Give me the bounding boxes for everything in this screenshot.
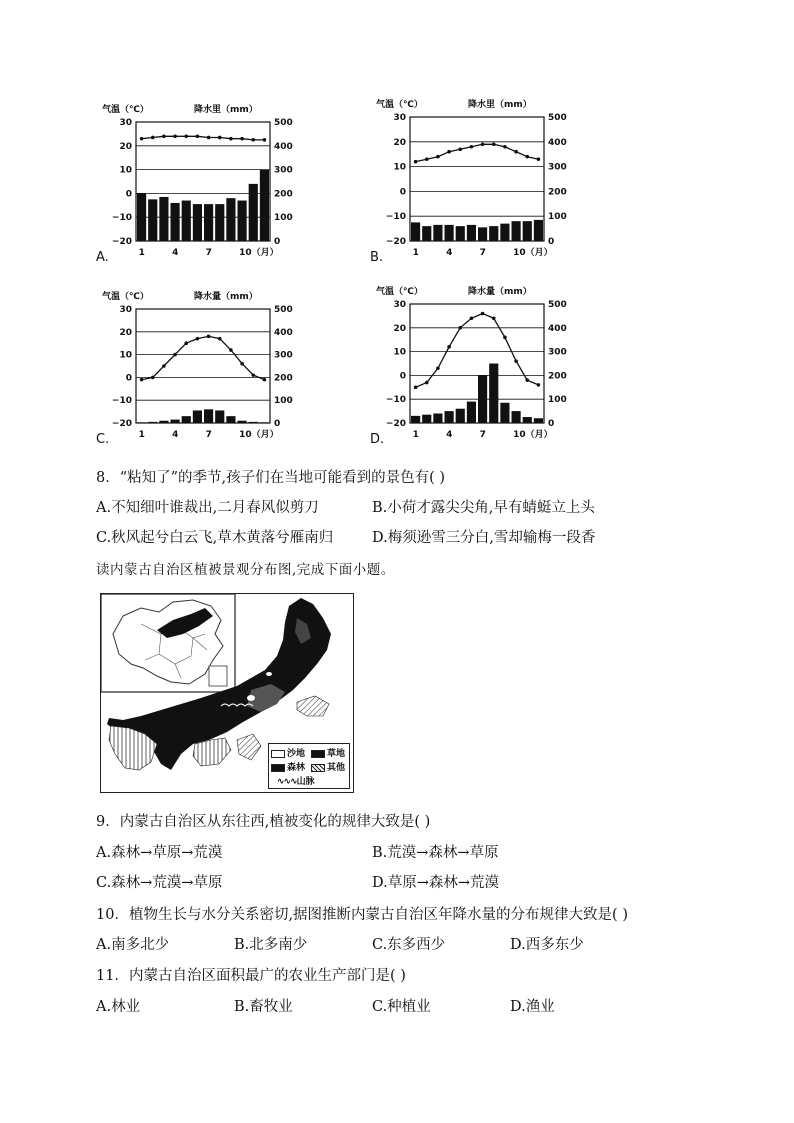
chart-a-precip-bar	[182, 201, 191, 241]
chart-a-left-tick: −10	[111, 213, 132, 224]
chart-b-precip-bar	[456, 226, 465, 241]
chart-b-option-letter: B.	[370, 250, 384, 265]
chart-c-right-tick: 0	[274, 419, 281, 429]
chart-c-right-tick: 300	[274, 350, 293, 361]
chart-c-right-tick: 100	[274, 396, 293, 407]
chart-c-temp-point	[263, 378, 267, 382]
chart-a-precip-bar	[226, 198, 235, 241]
q10-option-b: B.北多南少	[234, 937, 308, 953]
chart-b-left-tick: 20	[393, 137, 406, 148]
chart-d-left-tick: −10	[385, 395, 406, 406]
chart-a-precip-bar	[215, 204, 224, 241]
climate-chart-c-svg	[96, 287, 336, 457]
chart-d-temp-point	[436, 366, 440, 370]
chart-a-temp-point	[229, 137, 233, 141]
chart-a-precip-bar	[171, 203, 180, 241]
chart-d-precip-bar	[467, 402, 476, 423]
chart-c-precip-bar	[215, 410, 224, 423]
chart-d-temp-point	[503, 336, 507, 340]
climate-chart-b	[370, 95, 610, 275]
chart-b-precip-bar	[489, 226, 498, 241]
chart-c-left-tick: 20	[119, 327, 132, 338]
chart-a-x-tick: 1	[138, 248, 145, 258]
chart-a-right-tick: 200	[274, 189, 293, 200]
chart-b-left-tick: 10	[393, 162, 406, 173]
chart-b-temp-point	[458, 147, 462, 151]
chart-b-temp-point	[537, 157, 541, 161]
chart-a-temp-point	[251, 138, 255, 142]
chart-a-temp-point	[240, 137, 244, 141]
chart-c-left-tick: 10	[119, 350, 132, 361]
chart-b-precip-bar	[411, 222, 420, 241]
q9-option-b: B.荒漠→森林→草原	[372, 845, 499, 861]
chart-c-precip-bar	[249, 422, 258, 423]
chart-d-left-tick: 0	[399, 371, 406, 382]
chart-b-ylabel-left: 气温（℃）	[376, 100, 423, 110]
chart-c-frame	[136, 309, 270, 423]
q11-option-d: D.渔业	[510, 999, 555, 1015]
chart-a-right-tick: 0	[274, 237, 281, 247]
chart-b-left-tick: −10	[385, 212, 406, 223]
chart-b-precip-bar	[445, 225, 454, 241]
q8-option-b: B.小荷才露尖尖角,早有蜻蜓立上头	[372, 500, 595, 516]
chart-b-right-tick: 0	[548, 237, 555, 247]
chart-c-precip-bar	[159, 421, 168, 423]
chart-b-precip-bar	[534, 220, 543, 241]
chart-d-temp-point	[514, 359, 518, 363]
chart-c-temp-point	[196, 337, 200, 341]
chart-b-right-tick: 400	[548, 137, 567, 148]
q9-option-d: D.草原→森林→荒漠	[372, 875, 500, 891]
chart-d-x-tick: 1	[412, 430, 419, 440]
chart-a-temp-point	[207, 136, 211, 140]
chart-c-temp-point	[240, 362, 244, 366]
south-sea-inset	[209, 666, 227, 686]
chart-a-temp-point	[196, 134, 200, 138]
chart-c-ylabel-left: 气温（℃）	[102, 292, 149, 302]
chart-b-left-tick: 0	[399, 187, 406, 198]
chart-c-left-tick: 0	[125, 373, 132, 384]
climate-chart-d-svg	[370, 282, 610, 457]
chart-a-precip-bar	[137, 193, 146, 241]
chart-d-temp-point	[537, 383, 541, 387]
chart-c-precip-bar	[226, 416, 235, 423]
chart-b-temp-point	[470, 145, 474, 149]
chart-a-ylabel-right: 降水里（mm）	[194, 105, 258, 115]
chart-b-x-tick: 1	[412, 248, 419, 258]
chart-a-temp-point	[173, 134, 177, 138]
climate-chart-c	[96, 287, 336, 457]
chart-a-temp-point	[184, 134, 188, 138]
chart-d-left-tick: 10	[393, 347, 406, 358]
chart-c-option-letter: C.	[96, 432, 110, 447]
q11-option-b: B.畜牧业	[234, 999, 293, 1015]
climate-chart-a	[96, 100, 336, 275]
chart-c-temp-point	[140, 378, 144, 382]
chart-d-precip-bar	[456, 409, 465, 423]
chart-a-precip-bar	[238, 201, 247, 241]
climate-chart-a-svg	[96, 100, 336, 275]
q8-option-d: D.梅须逊雪三分白,雪却输梅一段香	[372, 530, 596, 546]
chart-c-temp-point	[173, 353, 177, 357]
chart-d-precip-bar	[500, 403, 509, 423]
chart-d-left-tick: 20	[393, 323, 406, 334]
chart-d-ylabel-right: 降水量（mm）	[468, 287, 532, 297]
climate-chart-d	[370, 282, 610, 457]
legend-forest: 森林	[271, 760, 305, 773]
chart-b-right-tick: 300	[548, 162, 567, 173]
chart-d-temp-point	[492, 316, 496, 320]
chart-b-temp-point	[481, 142, 485, 146]
chart-b-ylabel-right: 降水里（mm）	[468, 100, 532, 110]
chart-b-x-tick: 10（月）	[513, 248, 553, 258]
chart-b-x-tick: 4	[446, 248, 453, 258]
chart-c-temp-point	[218, 337, 222, 341]
chart-a-left-tick: 30	[119, 118, 132, 128]
chart-d-temp-point	[447, 345, 451, 349]
chart-d-right-tick: 300	[548, 347, 567, 358]
chart-d-precip-bar	[478, 375, 487, 423]
chart-a-precip-bar	[260, 170, 269, 241]
legend-sand: 沙地	[271, 746, 305, 759]
q8-option-a: A.不知细叶谁裁出,二月春风似剪刀	[96, 500, 319, 516]
chart-c-precip-bar	[204, 409, 213, 423]
chart-c-temp-point	[162, 364, 166, 368]
chart-d-right-tick: 200	[548, 371, 567, 382]
chart-a-precip-bar	[159, 197, 168, 241]
chart-d-temp-point	[414, 386, 418, 390]
chart-a-temp-point	[151, 136, 155, 140]
chart-a-temp-point	[162, 134, 166, 138]
chart-b-precip-bar	[478, 227, 487, 241]
chart-c-precip-bar	[193, 410, 202, 423]
chart-d-x-tick: 4	[446, 430, 453, 440]
chart-b-right-tick: 200	[548, 187, 567, 198]
chart-b-temp-point	[425, 157, 429, 161]
chart-a-x-tick: 10（月）	[239, 248, 279, 258]
vegetation-map	[100, 593, 354, 793]
chart-c-x-tick: 1	[138, 430, 145, 440]
chart-c-precip-bar	[260, 422, 269, 423]
chart-c-right-tick: 400	[274, 327, 293, 338]
chart-c-x-tick: 7	[205, 430, 212, 440]
chart-d-right-tick: 400	[548, 323, 567, 334]
q10-option-c: C.东多西少	[372, 937, 446, 953]
chart-c-x-tick: 10（月）	[239, 430, 279, 440]
chart-d-x-tick: 10（月）	[513, 430, 553, 440]
chart-d-precip-bar	[489, 364, 498, 424]
chart-b-precip-bar	[523, 221, 532, 241]
chart-d-left-tick: −20	[385, 419, 406, 429]
chart-d-temp-point	[525, 378, 529, 382]
chart-d-temp-point	[425, 381, 429, 385]
chart-b-x-tick: 7	[479, 248, 486, 258]
chart-c-x-tick: 4	[172, 430, 179, 440]
chart-d-precip-bar	[433, 413, 442, 423]
question-9: 9．内蒙古自治区从东往西,植被变化的规律大致是( )	[96, 814, 431, 830]
chart-a-left-tick: 0	[125, 189, 132, 200]
legend-other: 其他	[311, 760, 345, 773]
chart-d-precip-bar	[422, 415, 431, 423]
chart-b-temp-point	[414, 160, 418, 164]
chart-c-precip-bar	[171, 420, 180, 423]
chart-a-option-letter: A.	[96, 250, 109, 265]
chart-c-temp-point	[229, 348, 233, 352]
chart-d-x-tick: 7	[479, 430, 486, 440]
chart-b-temp-point	[503, 145, 507, 149]
chart-a-temp-point	[140, 137, 144, 141]
chart-b-temp-point	[492, 142, 496, 146]
chart-d-right-tick: 100	[548, 395, 567, 406]
chart-d-option-letter: D.	[370, 432, 385, 447]
chart-b-precip-bar	[500, 224, 509, 241]
chart-a-temp-point	[218, 136, 222, 140]
chart-c-precip-bar	[148, 422, 157, 423]
chart-c-precip-bar	[238, 421, 247, 423]
question-10: 10．植物生长与水分关系密切,据图推断内蒙古自治区年降水量的分布规律大致是( )	[96, 907, 628, 923]
question-11: 11．内蒙古自治区面积最广的农业生产部门是( )	[96, 968, 406, 984]
climate-chart-b-svg	[370, 95, 610, 275]
chart-d-ylabel-left: 气温（℃）	[376, 287, 423, 297]
chart-c-right-tick: 500	[274, 305, 293, 315]
chart-d-right-tick: 0	[548, 419, 555, 429]
q11-option-c: C.种植业	[372, 999, 431, 1015]
chart-a-right-tick: 100	[274, 213, 293, 224]
chart-c-ylabel-right: 降水量（mm）	[194, 292, 258, 302]
chart-c-precip-bar	[182, 416, 191, 423]
chart-d-precip-bar	[411, 416, 420, 423]
chart-b-left-tick: 30	[393, 113, 406, 123]
chart-a-precip-bar	[249, 184, 258, 241]
chart-a-precip-bar	[193, 204, 202, 241]
question-8: 8．“粘知了”的季节,孩子们在当地可能看到的景色有( )	[96, 470, 446, 486]
q8-option-c: C.秋风起兮白云飞,草木黄落兮雁南归	[96, 530, 334, 546]
chart-c-temp-point	[207, 335, 211, 339]
chart-a-right-tick: 300	[274, 165, 293, 176]
chart-b-temp-point	[525, 155, 529, 159]
chart-a-x-tick: 7	[205, 248, 212, 258]
chart-b-temp-point	[447, 150, 451, 154]
chart-d-frame	[410, 304, 544, 423]
q10-option-a: A.南多北少	[96, 937, 170, 953]
chart-b-right-tick: 100	[548, 212, 567, 223]
chart-a-left-tick: −20	[111, 237, 132, 247]
chart-b-right-tick: 500	[548, 113, 567, 123]
chart-c-temp-point	[184, 341, 188, 345]
chart-d-precip-bar	[523, 417, 532, 423]
chart-b-precip-bar	[512, 221, 521, 241]
chart-c-left-tick: −20	[111, 419, 132, 429]
chart-d-temp-point	[458, 326, 462, 330]
chart-a-precip-bar	[204, 204, 213, 241]
chart-b-precip-bar	[422, 226, 431, 241]
chart-d-temp-point	[470, 316, 474, 320]
map-legend	[268, 743, 350, 789]
chart-d-temp-point	[481, 312, 485, 316]
chart-c-left-tick: 30	[119, 305, 132, 315]
chart-a-right-tick: 400	[274, 141, 293, 152]
other-region	[297, 696, 329, 716]
chart-a-left-tick: 20	[119, 141, 132, 152]
chart-b-temp-point	[436, 155, 440, 159]
q9-option-c: C.森林→荒漠→草原	[96, 875, 223, 891]
chart-b-precip-bar	[467, 225, 476, 241]
chart-d-precip-bar	[512, 411, 521, 423]
chart-d-right-tick: 500	[548, 300, 567, 310]
chart-b-precip-bar	[433, 225, 442, 241]
chart-a-left-tick: 10	[119, 165, 132, 176]
chart-c-left-tick: −10	[111, 396, 132, 407]
chart-b-left-tick: −20	[385, 237, 406, 247]
chart-a-right-tick: 500	[274, 118, 293, 128]
chart-c-temp-point	[151, 376, 155, 380]
q10-option-d: D.西多东少	[510, 937, 584, 953]
chart-a-x-tick: 4	[172, 248, 179, 258]
chart-b-temp-point	[514, 150, 518, 154]
chart-c-temp-point	[251, 373, 255, 377]
chart-a-temp-point	[263, 138, 267, 142]
chart-a-ylabel-left: 气温（℃）	[102, 105, 149, 115]
chart-c-right-tick: 200	[274, 373, 293, 384]
chart-d-left-tick: 30	[393, 300, 406, 310]
legend-grass: 草地	[311, 746, 345, 759]
legend-mountain: ∿∿∿山脉	[277, 777, 315, 787]
section-intro: 读内蒙古自治区植被景观分布图,完成下面小题。	[96, 562, 395, 578]
q11-option-a: A.林业	[96, 999, 141, 1015]
chart-c-precip-bar	[137, 422, 146, 423]
q9-option-a: A.森林→草原→荒漠	[96, 845, 223, 861]
chart-d-precip-bar	[534, 418, 543, 423]
chart-d-precip-bar	[445, 411, 454, 423]
chart-a-precip-bar	[148, 199, 157, 241]
